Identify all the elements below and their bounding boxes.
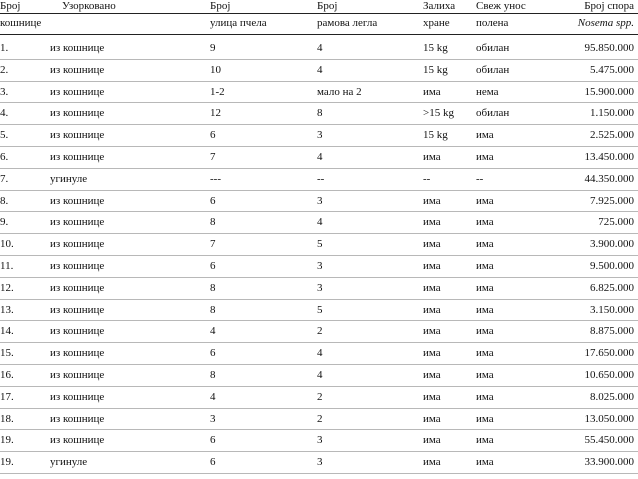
sampled-source-cell: из кошнице xyxy=(50,216,105,229)
hive-number-cell: 17. xyxy=(0,390,14,403)
food-reserve-cell: има xyxy=(423,456,441,469)
table-row xyxy=(0,278,638,300)
table-row xyxy=(0,256,638,278)
spore-count-cell: 6.825.000 xyxy=(590,281,634,294)
spore-count-cell: 7.925.000 xyxy=(590,194,634,207)
fresh-pollen-cell: обилан xyxy=(476,42,510,54)
bee-streets-cell: 7 xyxy=(210,238,216,251)
hive-number-cell: 11. xyxy=(0,259,14,272)
bee-streets-cell: 6 xyxy=(210,347,216,360)
brood-frames-cell: 8 xyxy=(317,107,323,120)
spore-count-cell: 95.850.000 xyxy=(584,42,634,54)
food-reserve-cell: има xyxy=(423,347,441,360)
fresh-pollen-cell: обилан xyxy=(476,107,510,120)
table-row xyxy=(0,409,638,431)
bee-streets-cell: 6 xyxy=(210,129,216,142)
table-row xyxy=(0,38,638,60)
bee-streets-cell: 8 xyxy=(210,216,216,229)
sampled-source-cell: из кошнице xyxy=(50,107,105,120)
spore-count-cell: 8.875.000 xyxy=(590,325,634,338)
table-row xyxy=(0,387,638,409)
sampled-source-cell: из кошнице xyxy=(50,368,105,381)
food-reserve-cell: има xyxy=(423,216,441,229)
header-spores-line1: Број спора xyxy=(584,0,634,12)
table-row xyxy=(0,430,638,452)
fresh-pollen-cell: има xyxy=(476,434,494,447)
sampled-source-cell: из кошнице xyxy=(50,303,105,316)
hive-number-cell: 4. xyxy=(0,107,9,120)
fresh-pollen-cell: има xyxy=(476,281,494,294)
food-reserve-cell: 15 kg xyxy=(423,63,448,76)
header-pollen-line1: Свеж унос xyxy=(476,0,526,12)
sampled-source-cell: из кошнице xyxy=(50,63,105,76)
table-row xyxy=(0,147,638,169)
brood-frames-cell: -- xyxy=(317,172,325,185)
header-frames-line1: Број xyxy=(317,0,338,12)
spore-count-cell: 9.500.000 xyxy=(590,259,634,272)
food-reserve-cell: има xyxy=(423,194,441,207)
brood-frames-cell: 4 xyxy=(317,347,323,360)
brood-frames-cell: 2 xyxy=(317,390,323,403)
hive-number-cell: 5. xyxy=(0,129,9,142)
table-row xyxy=(0,191,638,213)
brood-frames-cell: 4 xyxy=(317,368,323,381)
food-reserve-cell: има xyxy=(423,412,441,425)
header-spores-line2: Nosema spp. xyxy=(577,17,634,29)
spore-count-cell: 55.450.000 xyxy=(584,434,634,447)
table-row xyxy=(0,212,638,234)
bee-streets-cell: 8 xyxy=(210,368,216,381)
food-reserve-cell: има xyxy=(423,368,441,381)
brood-frames-cell: 3 xyxy=(317,434,323,447)
fresh-pollen-cell: има xyxy=(476,303,494,316)
brood-frames-cell: 4 xyxy=(317,150,323,163)
spore-count-cell: 17.650.000 xyxy=(584,347,634,360)
spore-count-cell: 13.050.000 xyxy=(584,412,634,425)
hive-number-cell: 2. xyxy=(0,63,9,76)
spore-count-cell: 15.900.000 xyxy=(584,85,634,98)
brood-frames-cell: мало на 2 xyxy=(317,85,362,98)
sampled-source-cell: угинуле xyxy=(50,456,88,469)
food-reserve-cell: има xyxy=(423,390,441,403)
hive-number-cell: 8. xyxy=(0,194,9,207)
fresh-pollen-cell: има xyxy=(476,259,494,272)
table-row xyxy=(0,234,638,256)
bee-streets-cell: 6 xyxy=(210,434,216,447)
header-hive-no-line1: Број xyxy=(0,0,21,12)
table-row xyxy=(0,169,638,191)
brood-frames-cell: 2 xyxy=(317,325,323,338)
spore-count-cell: 1.150.000 xyxy=(590,107,634,120)
food-reserve-cell: 15 kg xyxy=(423,42,448,54)
brood-frames-cell: 5 xyxy=(317,303,323,316)
bee-streets-cell: 3 xyxy=(210,412,216,425)
sampled-source-cell: угинуле xyxy=(50,172,88,185)
sampled-source-cell: из кошнице xyxy=(50,390,105,403)
hive-number-cell: 14. xyxy=(0,325,14,338)
brood-frames-cell: 3 xyxy=(317,129,323,142)
fresh-pollen-cell: има xyxy=(476,325,494,338)
fresh-pollen-cell: обилан xyxy=(476,63,510,76)
brood-frames-cell: 4 xyxy=(317,216,323,229)
food-reserve-cell: има xyxy=(423,238,441,251)
table-row xyxy=(0,125,638,147)
header-streets-line2: улица пчела xyxy=(210,17,267,29)
header-frames-line2: рамова легла xyxy=(317,17,378,29)
hive-number-cell: 19. xyxy=(0,434,14,447)
bee-streets-cell: 6 xyxy=(210,194,216,207)
hive-number-cell: 18. xyxy=(0,412,14,425)
hive-number-cell: 6. xyxy=(0,150,9,163)
fresh-pollen-cell: има xyxy=(476,368,494,381)
brood-frames-cell: 3 xyxy=(317,259,323,272)
hive-number-cell: 7. xyxy=(0,172,9,185)
food-reserve-cell: има xyxy=(423,85,441,98)
hive-number-cell: 13. xyxy=(0,303,14,316)
brood-frames-cell: 4 xyxy=(317,63,323,76)
brood-frames-cell: 3 xyxy=(317,194,323,207)
bee-streets-cell: 6 xyxy=(210,259,216,272)
brood-frames-cell: 2 xyxy=(317,412,323,425)
table-row xyxy=(0,82,638,104)
hive-number-cell: 16. xyxy=(0,368,14,381)
bee-streets-cell: 1-2 xyxy=(210,85,225,98)
table-row xyxy=(0,343,638,365)
table-row xyxy=(0,321,638,343)
brood-frames-cell: 4 xyxy=(317,42,323,54)
header-streets-line1: Број xyxy=(210,0,231,12)
food-reserve-cell: има xyxy=(423,259,441,272)
hive-number-cell: 15. xyxy=(0,347,14,360)
sampled-source-cell: из кошнице xyxy=(50,412,105,425)
hive-number-cell: 19. xyxy=(0,456,14,469)
table-row xyxy=(0,60,638,82)
sampled-source-cell: из кошнице xyxy=(50,150,105,163)
fresh-pollen-cell: има xyxy=(476,194,494,207)
bee-streets-cell: 4 xyxy=(210,390,216,403)
sampled-source-cell: из кошнице xyxy=(50,281,105,294)
header-divider-bottom xyxy=(0,34,638,35)
fresh-pollen-cell: има xyxy=(476,390,494,403)
hive-number-cell: 9. xyxy=(0,216,9,229)
fresh-pollen-cell: има xyxy=(476,238,494,251)
fresh-pollen-cell: нема xyxy=(476,85,499,98)
fresh-pollen-cell: има xyxy=(476,412,494,425)
spore-count-cell: 44.350.000 xyxy=(584,172,634,185)
food-reserve-cell: има xyxy=(423,281,441,294)
bee-streets-cell: 4 xyxy=(210,325,216,338)
brood-frames-cell: 5 xyxy=(317,238,323,251)
sampled-source-cell: из кошнице xyxy=(50,194,105,207)
bee-streets-cell: 12 xyxy=(210,107,221,120)
brood-frames-cell: 3 xyxy=(317,281,323,294)
header-hive-no-line2: кошнице xyxy=(0,17,42,29)
fresh-pollen-cell: има xyxy=(476,456,494,469)
table-row xyxy=(0,300,638,322)
hive-number-cell: 3. xyxy=(0,85,9,98)
bee-streets-cell: 8 xyxy=(210,303,216,316)
food-reserve-cell: има xyxy=(423,150,441,163)
food-reserve-cell: има xyxy=(423,303,441,316)
food-reserve-cell: има xyxy=(423,434,441,447)
spore-count-cell: 10.650.000 xyxy=(584,368,634,381)
sampled-source-cell: из кошнице xyxy=(50,325,105,338)
spore-count-cell: 33.900.000 xyxy=(584,456,634,469)
bee-streets-cell: 10 xyxy=(210,63,221,76)
spore-count-cell: 13.450.000 xyxy=(584,150,634,163)
fresh-pollen-cell: има xyxy=(476,129,494,142)
sampled-source-cell: из кошнице xyxy=(50,434,105,447)
hive-number-cell: 12. xyxy=(0,281,14,294)
hive-number-cell: 1. xyxy=(0,42,9,54)
header-pollen-line2: полена xyxy=(476,17,509,29)
spore-count-cell: 3.900.000 xyxy=(590,238,634,251)
fresh-pollen-cell: има xyxy=(476,216,494,229)
sampled-source-cell: из кошнице xyxy=(50,347,105,360)
table-header xyxy=(0,0,638,40)
header-sampled: Узорковано xyxy=(62,0,116,12)
spore-count-cell: 5.475.000 xyxy=(590,63,634,76)
bee-streets-cell: 7 xyxy=(210,150,216,163)
sampled-source-cell: из кошнице xyxy=(50,129,105,142)
food-reserve-cell: >15 kg xyxy=(423,107,454,120)
sampled-source-cell: из кошнице xyxy=(50,238,105,251)
table-row xyxy=(0,452,638,474)
hive-number-cell: 10. xyxy=(0,238,14,251)
table-row xyxy=(0,365,638,387)
fresh-pollen-cell: има xyxy=(476,347,494,360)
bee-streets-cell: 9 xyxy=(210,42,216,54)
spore-count-cell: 3.150.000 xyxy=(590,303,634,316)
bee-streets-cell: 8 xyxy=(210,281,216,294)
header-divider-top xyxy=(0,13,638,14)
header-food-line2: хране xyxy=(423,17,450,29)
table-body xyxy=(0,38,638,474)
spore-count-cell: 8.025.000 xyxy=(590,390,634,403)
food-reserve-cell: -- xyxy=(423,172,431,185)
brood-frames-cell: 3 xyxy=(317,456,323,469)
spore-count-cell: 725.000 xyxy=(598,216,634,229)
table-row xyxy=(0,103,638,125)
fresh-pollen-cell: има xyxy=(476,150,494,163)
bee-streets-cell: --- xyxy=(210,172,221,185)
header-food-line1: Залиха xyxy=(423,0,456,12)
sampled-source-cell: из кошнице xyxy=(50,42,105,54)
bee-streets-cell: 6 xyxy=(210,456,216,469)
sampled-source-cell: из кошнице xyxy=(50,85,105,98)
sampled-source-cell: из кошнице xyxy=(50,259,105,272)
spore-count-cell: 2.525.000 xyxy=(590,129,634,142)
fresh-pollen-cell: -- xyxy=(476,172,484,185)
food-reserve-cell: има xyxy=(423,325,441,338)
food-reserve-cell: 15 kg xyxy=(423,129,448,142)
